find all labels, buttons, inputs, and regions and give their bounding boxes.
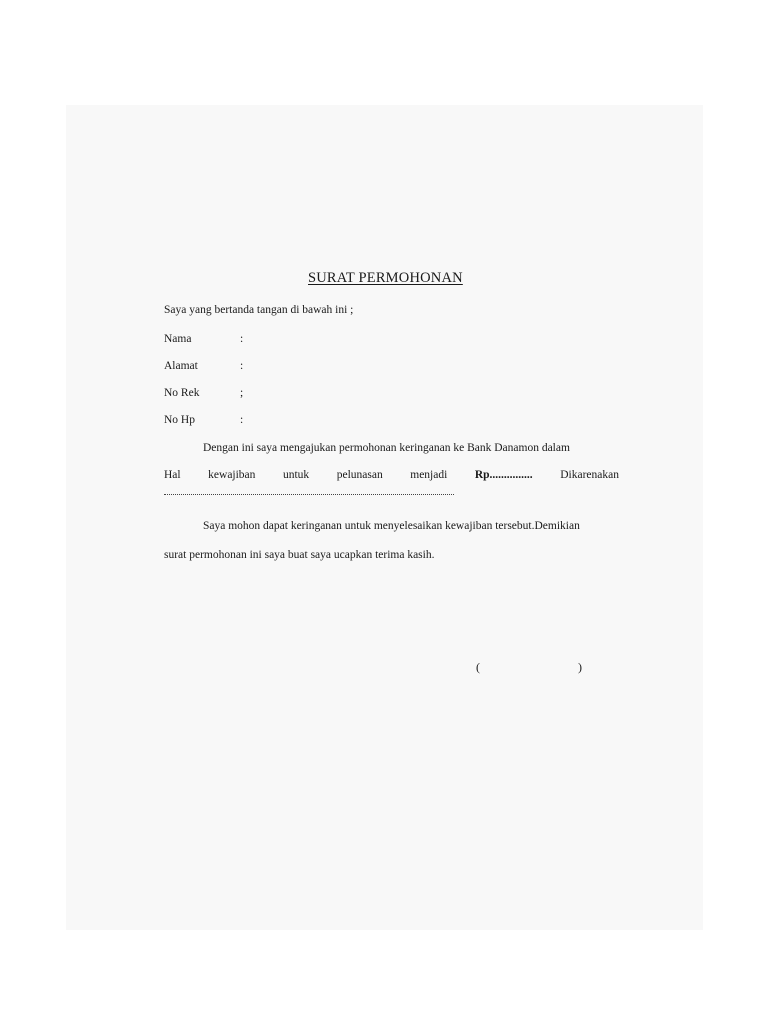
field-label-no-rek: No Rek bbox=[164, 387, 200, 399]
word-pelunasan: pelunasan bbox=[336, 469, 383, 481]
intro-text: Saya yang bertanda tangan di bawah ini ; bbox=[164, 304, 354, 316]
field-colon-no-hp: : bbox=[240, 414, 244, 426]
field-colon-nama: : bbox=[240, 333, 244, 345]
signature-open-paren: ( bbox=[476, 660, 480, 674]
paragraph1-line1: Dengan ini saya mengajukan permohonan keringanan ke Bank Danamon dalam bbox=[203, 442, 570, 454]
paragraph2-line2: surat permohonan ini saya buat saya ucapkan terima kasih. bbox=[164, 549, 435, 561]
word-menjadi: menjadi bbox=[410, 469, 448, 481]
field-colon-no-rek: ; bbox=[240, 387, 244, 399]
word-kewajiban: kewajiban bbox=[208, 469, 256, 481]
document-title: SURAT PERMOHONAN bbox=[308, 270, 463, 286]
word-dikarenakan: Dikarenakan bbox=[560, 469, 619, 481]
document-page bbox=[66, 105, 703, 930]
field-label-nama: Nama bbox=[164, 333, 192, 345]
field-colon-alamat: : bbox=[240, 360, 244, 372]
paragraph2-line1: Saya mohon dapat keringanan untuk menyelesaikan kewajiban tersebut.Demikian bbox=[203, 520, 580, 532]
word-hal: Hal bbox=[164, 469, 181, 481]
reason-dotted-line bbox=[164, 494, 454, 495]
field-label-alamat: Alamat bbox=[164, 360, 198, 372]
signature-close-paren: ) bbox=[578, 660, 582, 674]
word-untuk: untuk bbox=[282, 469, 310, 481]
amount-placeholder: Rp............... bbox=[474, 469, 533, 481]
paragraph1-line2 bbox=[164, 469, 619, 481]
field-label-no-hp: No Hp bbox=[164, 414, 195, 426]
